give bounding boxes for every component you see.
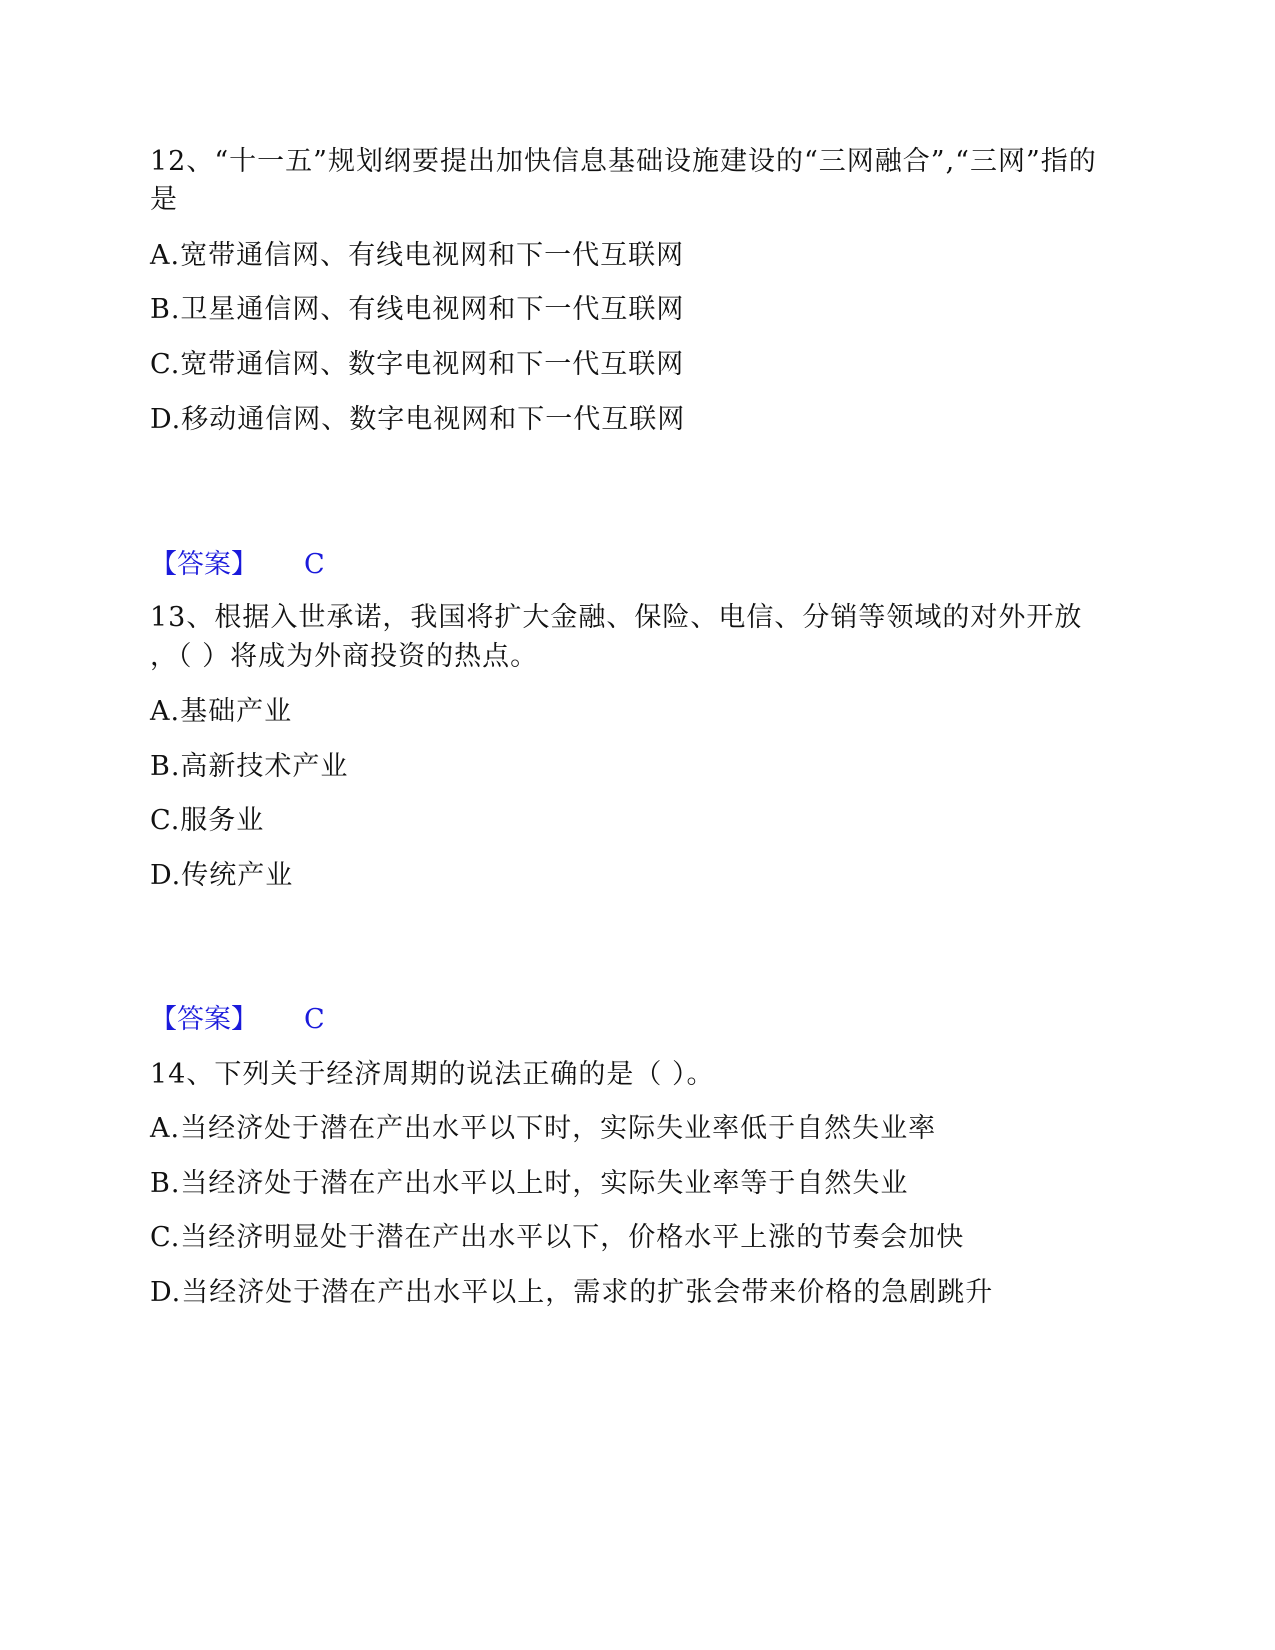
answer-label: 【答案】 — [150, 549, 258, 580]
answer-value: C — [304, 1004, 325, 1035]
question-12-option-c: C.宽带通信网、数字电视网和下一代互联网 — [150, 349, 685, 380]
answer-value: C — [304, 549, 325, 580]
question-12-stem-line2: 是 — [150, 184, 178, 215]
question-14-option-d: D.当经济处于潜在产出水平以上，需求的扩张会带来价格的急剧跳升 — [150, 1277, 994, 1308]
question-12-stem-line1: 12、“十一五”规划纲要提出加快信息基础设施建设的“三网融合”,“三网”指的 — [150, 146, 1097, 177]
question-14-option-a: A.当经济处于潜在产出水平以下时，实际失业率低于自然失业率 — [150, 1113, 937, 1144]
question-13-answer — [150, 1000, 325, 1040]
question-14-option-b: B.当经济处于潜在产出水平以上时，实际失业率等于自然失业 — [150, 1168, 909, 1199]
question-13-option-b: B.高新技术产业 — [150, 751, 349, 782]
question-14-stem: 14、下列关于经济周期的说法正确的是（ ）。 — [150, 1059, 715, 1090]
question-12-option-a: A.宽带通信网、有线电视网和下一代互联网 — [150, 240, 685, 271]
question-13-stem-line1: 13、根据入世承诺，我国将扩大金融、保险、电信、分销等领域的对外开放 — [150, 602, 1083, 633]
question-12-answer — [150, 545, 325, 585]
question-13-option-d: D.传统产业 — [150, 860, 294, 891]
question-12-option-b: B.卫星通信网、有线电视网和下一代互联网 — [150, 294, 685, 325]
question-13-option-c: C.服务业 — [150, 805, 265, 836]
question-13-stem-line2: ，（ ）将成为外商投资的热点。 — [150, 641, 539, 672]
question-12-option-d: D.移动通信网、数字电视网和下一代互联网 — [150, 404, 686, 435]
question-14-option-c: C.当经济明显处于潜在产出水平以下，价格水平上涨的节奏会加快 — [150, 1222, 965, 1253]
answer-label: 【答案】 — [150, 1004, 258, 1035]
question-13-option-a: A.基础产业 — [150, 696, 293, 727]
